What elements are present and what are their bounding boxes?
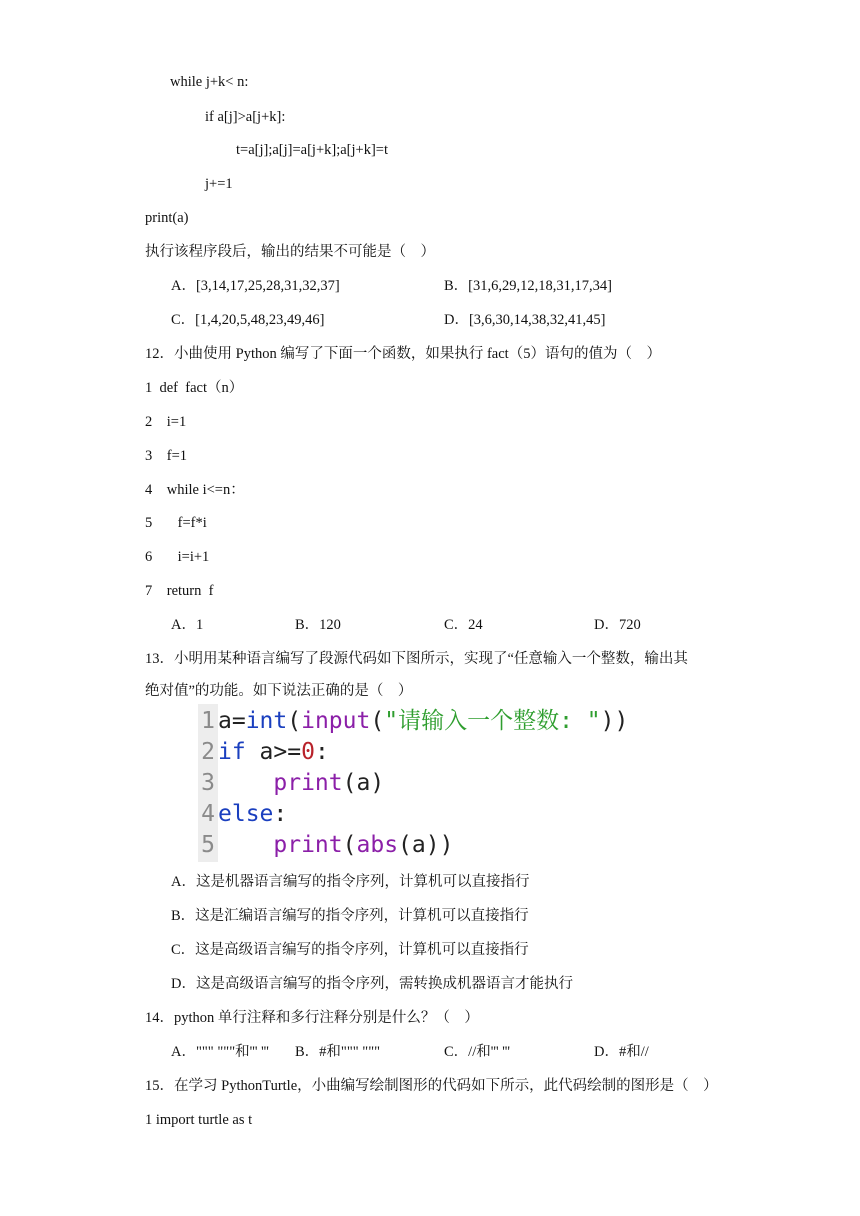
code-token: int bbox=[245, 708, 288, 734]
q13-option-a[interactable]: A．这是机器语言编写的指令序列，计算机可以直接指行 bbox=[171, 874, 530, 890]
code-row-4 bbox=[198, 799, 287, 829]
q12-code-line: 5 f=f*i bbox=[145, 515, 207, 531]
code-token bbox=[218, 770, 273, 796]
line-number: 2 bbox=[201, 739, 215, 765]
code-token: )) bbox=[600, 708, 629, 734]
q13-option-b[interactable]: B．这是汇编语言编写的指令序列，计算机可以直接指行 bbox=[171, 908, 529, 924]
q11-option-a[interactable]: A．[3,14,17,25,28,31,32,37] bbox=[171, 278, 340, 294]
code-token: else bbox=[218, 801, 274, 827]
q12-code-line: 7 return f bbox=[145, 583, 214, 599]
q14-option-b[interactable]: B．#和""" """ bbox=[295, 1044, 381, 1060]
q12-code-line: 2 i=1 bbox=[145, 414, 187, 430]
code-line-print: print(a) bbox=[145, 210, 189, 226]
q14-option-d[interactable]: D．#和// bbox=[594, 1044, 649, 1060]
q13-stem-line1: 13．小明用某种语言编写了段源代码如下图所示，实现了“任意输入一个整数，输出其 bbox=[145, 651, 688, 667]
q12-code-line: 1 def fact（n） bbox=[145, 380, 244, 396]
code-token: ( bbox=[342, 832, 357, 858]
code-token: a>= bbox=[245, 739, 302, 765]
q11-option-b[interactable]: B．[31,6,29,12,18,31,17,34] bbox=[444, 278, 612, 294]
q15-code-line: 1 import turtle as t bbox=[145, 1112, 253, 1128]
q11-option-c[interactable]: C．[1,4,20,5,48,23,49,46] bbox=[171, 312, 325, 328]
code-token: (a) bbox=[342, 770, 385, 796]
code-token: : bbox=[314, 739, 329, 765]
code-token: if bbox=[218, 739, 246, 765]
line-number: 1 bbox=[201, 708, 215, 734]
q13-stem-line2: 绝对值”的功能。如下说法正确的是（ ） bbox=[145, 683, 413, 699]
line-number: 3 bbox=[201, 770, 215, 796]
code-token: print bbox=[273, 770, 343, 796]
code-token: ( bbox=[287, 708, 302, 734]
q12-code-line: 3 f=1 bbox=[145, 448, 188, 464]
line-number: 5 bbox=[201, 832, 215, 858]
code-line-while: while j+k< n: bbox=[170, 74, 249, 90]
code-line-if: if a[j]>a[j+k]: bbox=[205, 109, 286, 125]
q12-option-b[interactable]: B．120 bbox=[295, 617, 341, 633]
code-token: ( bbox=[370, 708, 385, 734]
q11-prompt: 执行该程序段后，输出的结果不可能是（ ） bbox=[145, 244, 435, 260]
code-token: "请输入一个整数: " bbox=[384, 708, 601, 734]
code-row-2 bbox=[198, 737, 329, 767]
q12-option-c[interactable]: C．24 bbox=[444, 617, 483, 633]
q12-option-d[interactable]: D．720 bbox=[594, 617, 641, 633]
q13-code-screenshot bbox=[198, 704, 654, 862]
q13-option-d[interactable]: D．这是高级语言编写的指令序列，需转换成机器语言才能执行 bbox=[171, 976, 573, 992]
q11-option-d[interactable]: D．[3,6,30,14,38,32,41,45] bbox=[444, 312, 606, 328]
code-token: a= bbox=[218, 708, 246, 734]
code-token: print bbox=[273, 832, 343, 858]
line-number: 4 bbox=[201, 801, 215, 827]
q14-option-c[interactable]: C．//和''' ''' bbox=[444, 1044, 511, 1060]
q12-option-a[interactable]: A．1 bbox=[171, 617, 204, 633]
code-token: abs bbox=[356, 832, 399, 858]
code-line-increment: j+=1 bbox=[205, 176, 233, 192]
code-token: input bbox=[301, 708, 371, 734]
q14-stem: 14．python 单行注释和多行注释分别是什么？（ ） bbox=[145, 1010, 479, 1026]
q12-stem: 12．小曲使用 Python 编写了下面一个函数，如果执行 fact（5）语句的值为（ ） bbox=[145, 346, 661, 362]
code-row-1 bbox=[198, 706, 628, 736]
q12-code-line: 4 while i<=n： bbox=[145, 482, 245, 498]
q14-option-a[interactable]: A．""" """和''' ''' bbox=[171, 1044, 269, 1060]
q12-code-line: 6 i=i+1 bbox=[145, 549, 210, 565]
code-token: 0 bbox=[301, 739, 315, 765]
q15-stem: 15．在学习 PythonTurtle，小曲编写绘制图形的代码如下所示，此代码绘制的图形是（ ） bbox=[145, 1078, 718, 1094]
code-token: : bbox=[273, 801, 288, 827]
q13-option-c[interactable]: C．这是高级语言编写的指令序列，计算机可以直接指行 bbox=[171, 942, 529, 958]
code-row-3 bbox=[198, 768, 384, 798]
code-row-5 bbox=[198, 830, 453, 860]
code-token: (a)) bbox=[398, 832, 454, 858]
code-token bbox=[218, 832, 273, 858]
code-line-swap: t=a[j];a[j]=a[j+k];a[j+k]=t bbox=[236, 142, 388, 158]
